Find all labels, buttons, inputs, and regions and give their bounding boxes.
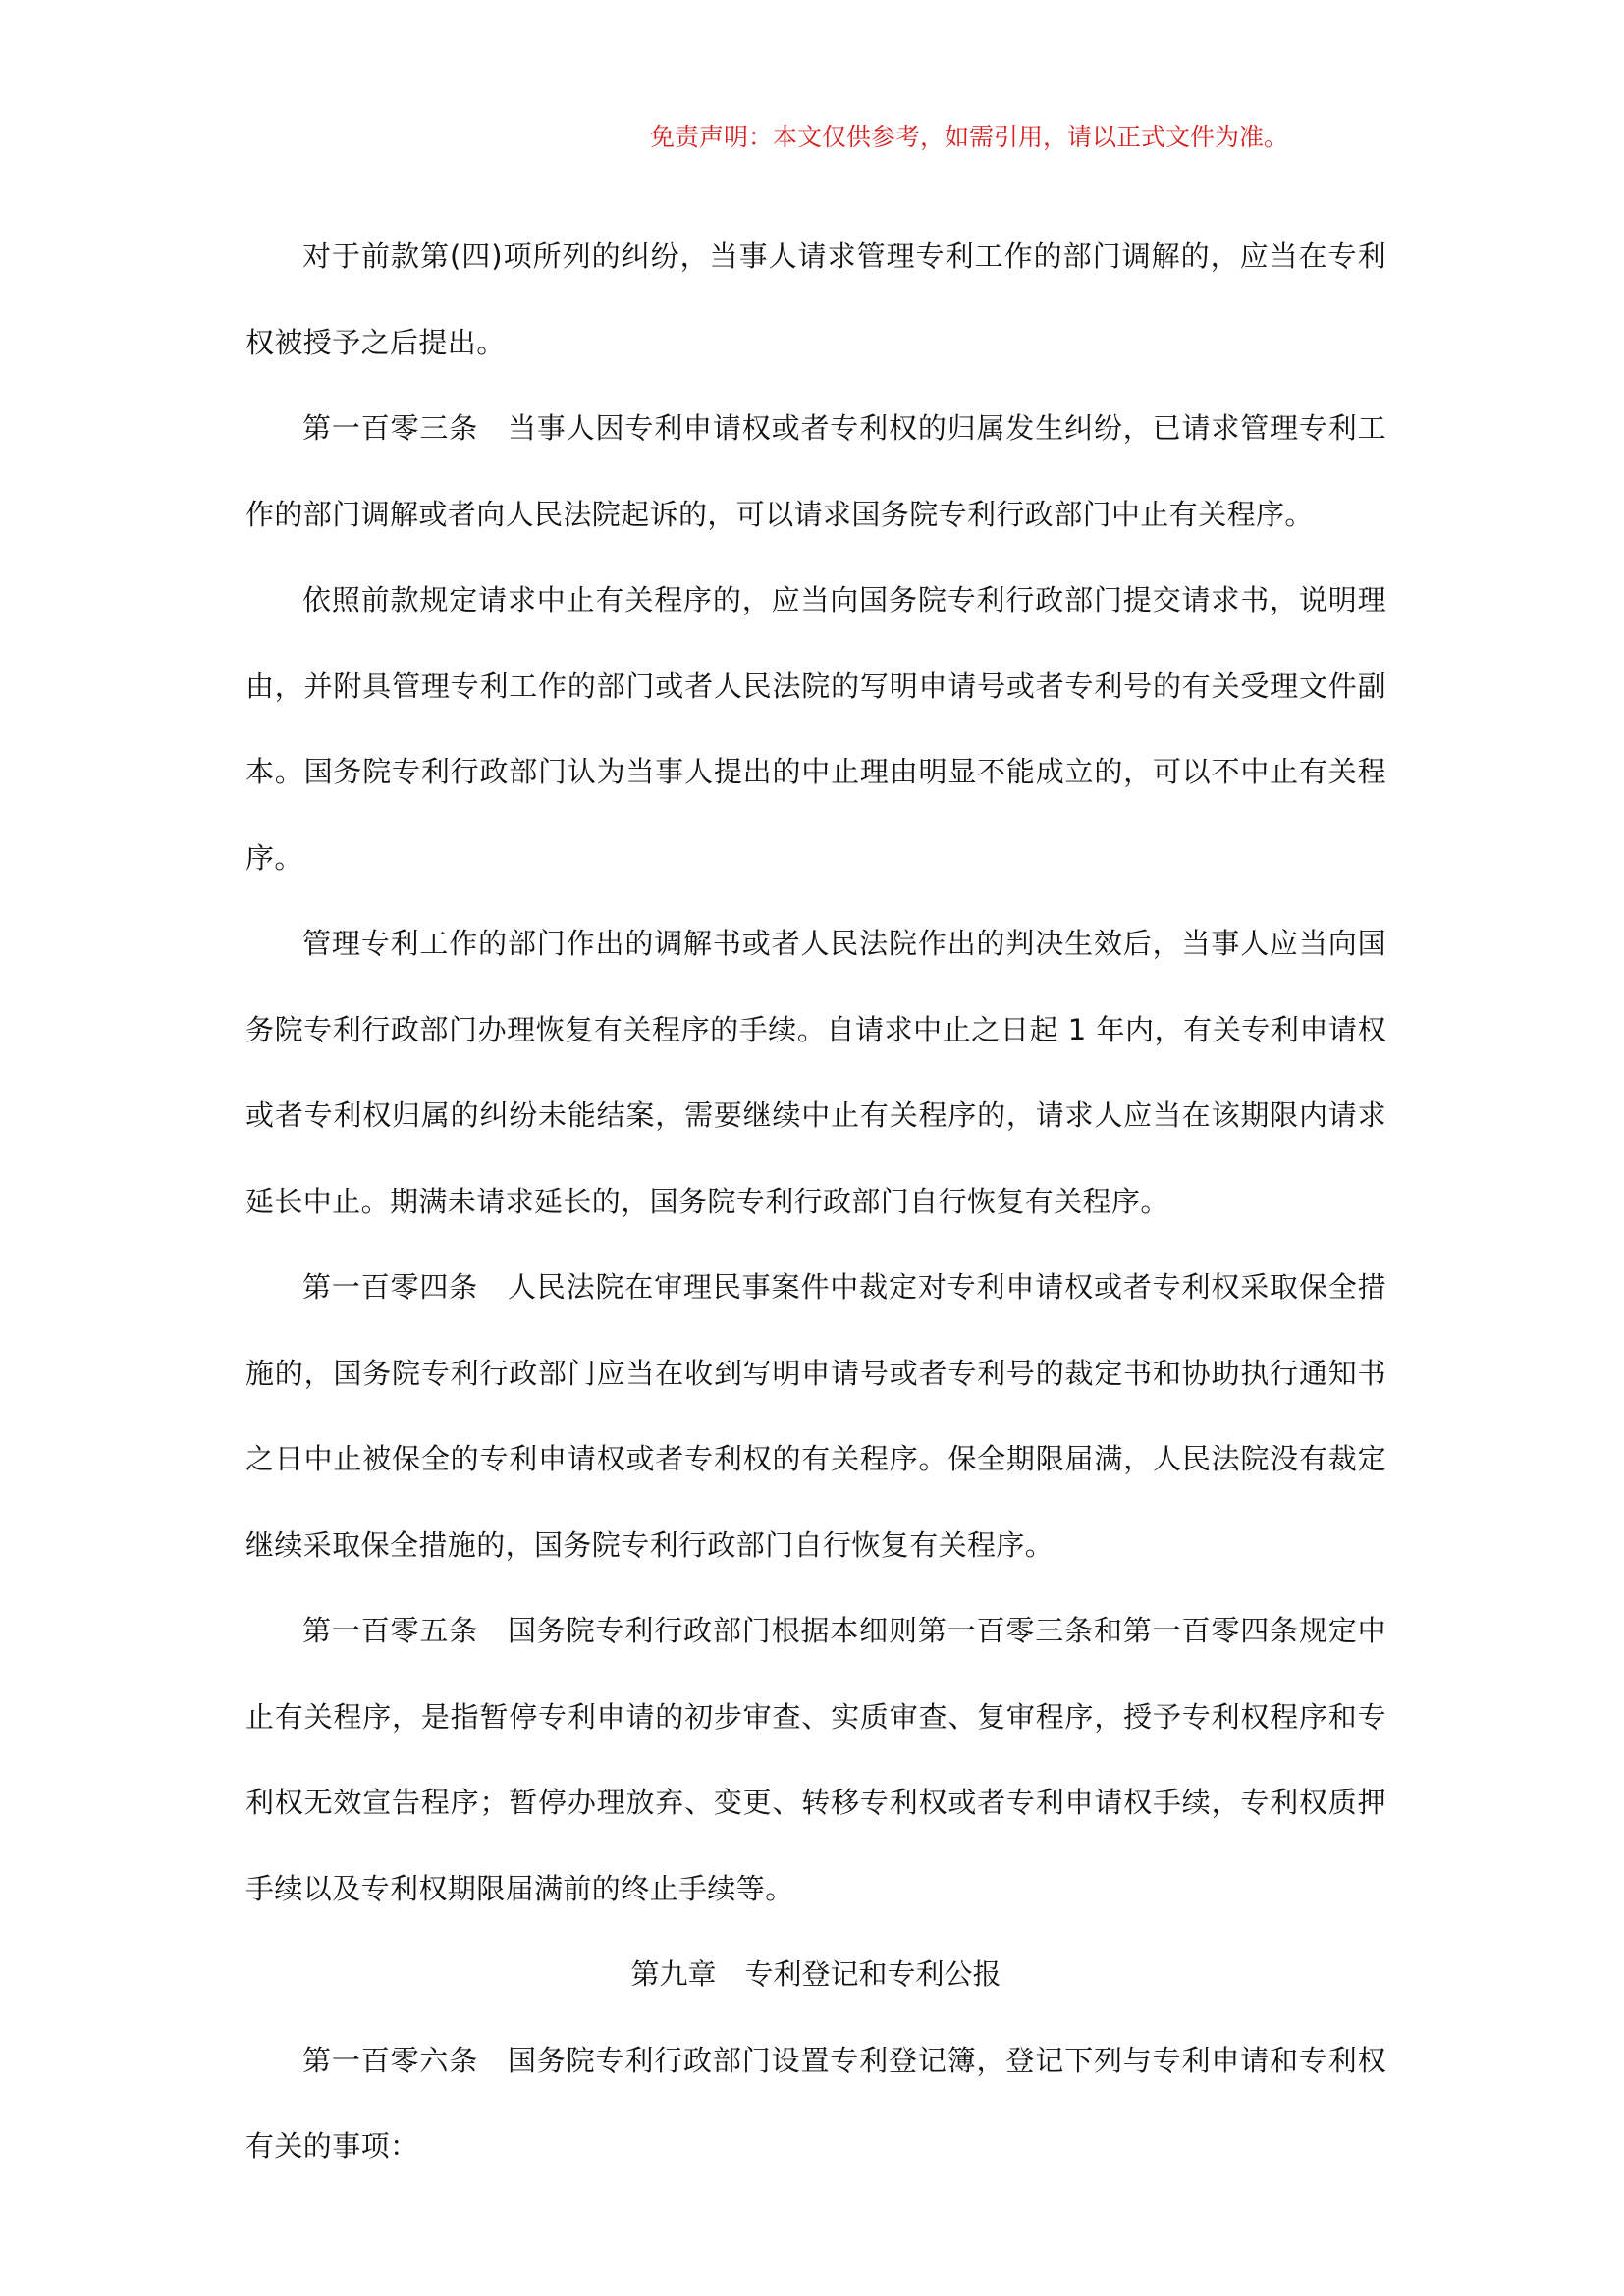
chapter-heading: 第九章 专利登记和专利公报 (630, 1957, 1001, 1991)
paragraph-article-102-note: 对于前款第(四)项所列的纠纷，当事人请求管理专利工作的部门调解的，应当在专利权被授予之后提出。 (245, 240, 1386, 359)
paragraph-article-103: 第一百零三条 当事人因专利申请权或者专利权的归属发生纠纷，已请求管理专利工作的部门调解或者向人民法院起诉的，可以请求国务院专利行政部门中止有关程序。 (245, 411, 1386, 531)
paragraph-article-106: 第一百零六条 国务院专利行政部门设置专利登记簿，登记下列与专利申请和专利权有关的事项： (245, 2043, 1386, 2163)
paragraph-article-104: 第一百零四条 人民法院在审理民事案件中裁定对专利申请权或者专利权采取保全措施的，国务院专利行政部门应当在收到写明申请号或者专利号的裁定书和协助执行通知书之日中止被保全的专利申请权或者专利权的有关程序。保全期限届满，人民法院没有裁定继续采取保全措施的，国务院专利行政部门自行恢复有关程序。 (245, 1270, 1386, 1562)
paragraph-article-103-clause-2: 依照前款规定请求中止有关程序的，应当向国务院专利行政部门提交请求书，说明理由，并附具管理专利工作的部门或者人民法院的写明申请号或者专利号的有关受理文件副本。国务院专利行政部门认为当事人提出的中止理由明显不能成立的，可以不中止有关程序。 (245, 583, 1386, 875)
paragraph-article-105: 第一百零五条 国务院专利行政部门根据本细则第一百零三条和第一百零四条规定中止有关程序，是指暂停专利申请的初步审查、实质审查、复审程序，授予专利权程序和专利权无效宣告程序；暂停办理放弃、变更、转移专利权或者专利申请权手续，专利权质押手续以及专利权期限届满前的终止手续等。 (245, 1614, 1386, 1905)
document-body (245, 214, 1386, 2190)
disclaimer-notice: 免责声明：本文仅供参考，如需引用，请以正式文件为准。 (649, 123, 1288, 151)
paragraph-article-103-clause-3: 管理专利工作的部门作出的调解书或者人民法院作出的判决生效后，当事人应当向国务院专利行政部门办理恢复有关程序的手续。自请求中止之日起 1 年内，有关专利申请权或者专利权归属的纠纷未能结案，需要继续中止有关程序的，请求人应当在该期限内请求延长中止。期满未请求延长的，国务院专利行政部门自行恢复有关程序。 (245, 927, 1386, 1218)
